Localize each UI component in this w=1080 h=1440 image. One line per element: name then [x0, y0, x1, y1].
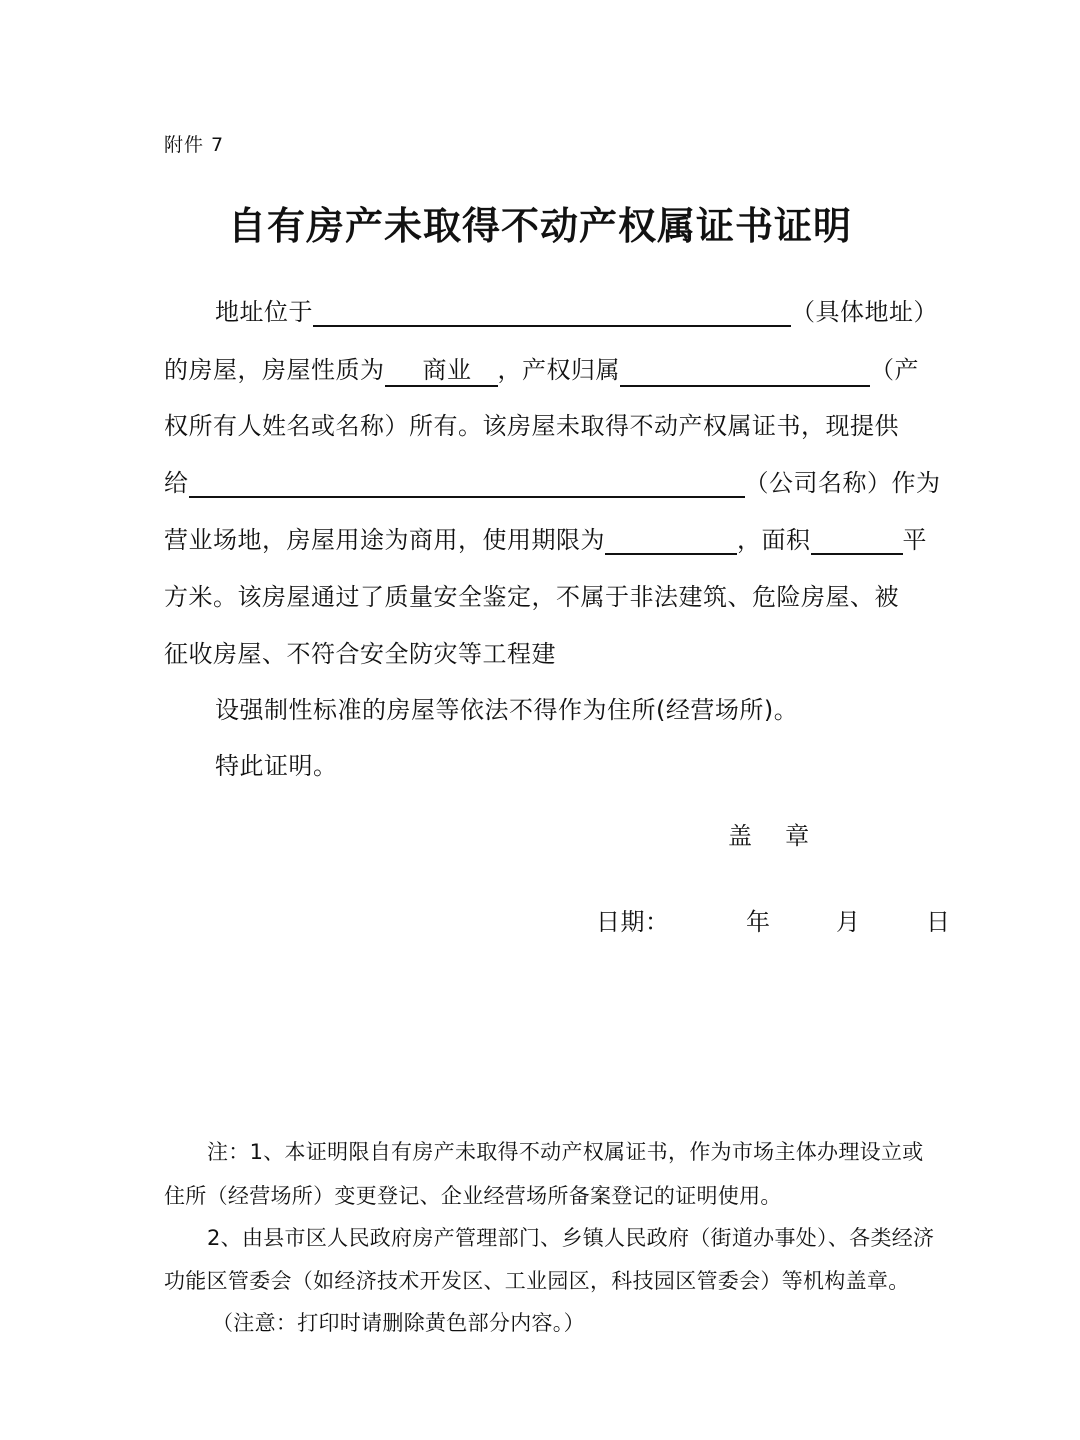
body-line-3: 权所有人姓名或名称）所有。该房屋未取得不动产权属证书，现提供	[164, 412, 899, 440]
area-unit: 平	[902, 526, 927, 554]
nature-prefix: 的房屋，房屋性质为	[164, 356, 385, 384]
property-nature-value[interactable]: 商业	[385, 350, 498, 387]
body-line-7: 征收房屋、不符合安全防灾等工程建	[164, 640, 556, 668]
address-prefix: 地址位于	[215, 298, 313, 326]
address-line	[215, 292, 938, 327]
note-1-line-2: 住所（经营场所）变更登记、企业经营场所备案登记的证明使用。	[164, 1184, 782, 1208]
seal-label: 盖 章	[728, 822, 810, 850]
note-2-line-1: 2、由县市区人民政府房产管理部门、乡镇人民政府（街道办事处）、各类经济	[207, 1226, 935, 1250]
month-label: 月	[836, 908, 861, 936]
date-label: 日期：	[596, 908, 670, 936]
caution-note: （注意：打印时请删除黄色部分内容。）	[212, 1311, 585, 1335]
company-blank[interactable]	[189, 466, 745, 498]
address-blank[interactable]	[313, 295, 791, 327]
document-title: 自有房产未取得不动产权属证书证明	[227, 204, 852, 248]
address-suffix: （具体地址）	[791, 298, 938, 326]
property-nature-line	[164, 350, 919, 387]
company-suffix: （公司名称）作为	[744, 469, 941, 497]
body-line-8: 设强制性标准的房屋等依法不得作为住所(经营场所)。	[215, 696, 799, 724]
term-blank[interactable]	[605, 523, 737, 555]
company-prefix: 给	[164, 469, 189, 497]
owner-blank[interactable]	[620, 355, 870, 387]
owner-suffix: （产	[870, 356, 919, 384]
note-1-line-1: 注：1、本证明限自有房产未取得不动产权属证书，作为市场主体办理设立或	[207, 1140, 924, 1164]
usage-line	[164, 520, 927, 555]
company-line	[164, 463, 941, 498]
year-label: 年	[746, 908, 771, 936]
area-blank[interactable]	[811, 523, 903, 555]
attachment-label: 附件 7	[164, 134, 225, 156]
certify-line: 特此证明。	[215, 752, 338, 780]
usage-prefix: 营业场地，房屋用途为商用，使用期限为	[164, 526, 605, 554]
area-label: ，面积	[737, 526, 811, 554]
day-label: 日	[926, 908, 951, 936]
ownership-label: ，产权归属	[497, 356, 620, 384]
body-line-6: 方米。该房屋通过了质量安全鉴定，不属于非法建筑、危险房屋、被	[164, 583, 899, 611]
note-2-line-2: 功能区管委会（如经济技术开发区、工业园区，科技园区管委会）等机构盖章。	[164, 1269, 910, 1293]
